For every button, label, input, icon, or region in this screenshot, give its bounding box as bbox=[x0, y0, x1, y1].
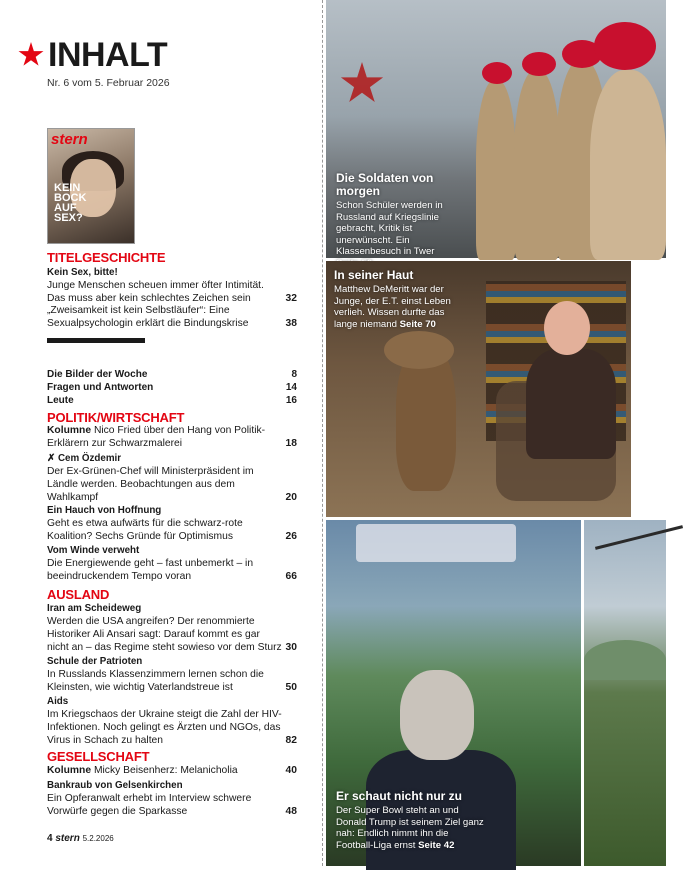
star-monument-icon bbox=[340, 62, 384, 106]
helicopter-blade bbox=[595, 525, 683, 550]
caption-text: Matthew DeMeritt war der Junge, der E.T. einst Leben verlieh. Wissen durfte das lange niemand bbox=[334, 284, 451, 330]
caption-page: Seite 42 bbox=[418, 839, 455, 851]
toc-entry-title: Cem Özdemir bbox=[57, 453, 122, 464]
toc-entry[interactable] bbox=[47, 655, 297, 694]
footer-page-number: 4 bbox=[47, 833, 53, 844]
caption-headline: Die Soldaten von morgen bbox=[336, 171, 434, 198]
magazine-cover[interactable] bbox=[47, 128, 135, 244]
cover-brand: stern bbox=[51, 131, 88, 148]
stern-star-icon bbox=[18, 42, 44, 68]
footer-brand: stern bbox=[55, 833, 80, 844]
toc-entry-page: 18 bbox=[285, 438, 297, 449]
toc-entry-page: 32 bbox=[285, 293, 297, 304]
caption-soldaten bbox=[336, 172, 454, 269]
toc-entry-title: Bankraub von Gelsenkirchen bbox=[47, 780, 183, 791]
footer-date: 5.2.2026 bbox=[82, 834, 114, 843]
section-politik: POLITIK/WIRTSCHAFT bbox=[47, 410, 185, 425]
toc-entry-text: In Russlands Klassenzimmern lernen schon die Kleinsten, wie wichtig Vaterlandstreue ist bbox=[47, 669, 264, 693]
caption-page: Seite 70 bbox=[399, 318, 436, 330]
toc-entry-text: Werden die USA angreifen? Der renommierte Historiker Ali Ansari sagt: Darauf kommt es gar nicht an – das Regime steht sowieso vor dem Sturz bbox=[47, 616, 282, 653]
caption-text: Schon Schüler werden in Russland auf Kriegslinie gebracht, Kritik ist unerwünscht. Ein Klassenbesuch in Twer bbox=[336, 200, 443, 257]
cross-icon: ✗ bbox=[47, 453, 58, 464]
soldier-figure bbox=[590, 70, 666, 260]
section-titelgeschichte: TITELGESCHICHTE bbox=[47, 250, 166, 265]
photo-landscape[interactable] bbox=[584, 520, 666, 866]
caption-superbowl bbox=[336, 790, 486, 851]
toc-regular-page: 16 bbox=[285, 395, 297, 406]
toc-entry[interactable] bbox=[47, 764, 297, 777]
toc-entry-page: 82 bbox=[285, 735, 297, 746]
toc-entry-title: Ein Hauch von Hoffnung bbox=[47, 505, 162, 516]
toc-entry[interactable] bbox=[47, 602, 297, 654]
page-title: INHALT bbox=[48, 36, 168, 74]
photo-et[interactable] bbox=[326, 261, 631, 517]
toc-entry[interactable] bbox=[47, 424, 297, 450]
beret bbox=[522, 52, 556, 76]
toc-entry-page: 38 bbox=[285, 318, 297, 329]
man-shirt bbox=[526, 349, 616, 459]
kolumne-label: Kolumne bbox=[47, 425, 92, 436]
toc-entry-page: 40 bbox=[285, 765, 297, 776]
caption-headline: In seiner Haut bbox=[334, 268, 414, 282]
section-ausland: AUSLAND bbox=[47, 587, 110, 602]
toc-entry-page: 26 bbox=[285, 531, 297, 542]
toc-entry[interactable] bbox=[47, 695, 297, 747]
toc-entry[interactable] bbox=[47, 452, 297, 504]
photo-soldaten[interactable] bbox=[326, 0, 666, 258]
toc-entry-text: Der Ex-Grünen-Chef will Ministerpräsident im Ländle werden. Beobachtungen aus dem Wahlkampf bbox=[47, 466, 254, 503]
toc-entry-text: Ein Opferanwalt erhebt im Interview schwere Vorwürfe gegen die Sparkasse bbox=[47, 793, 252, 817]
et-figure-head bbox=[384, 331, 454, 369]
toc-regular-title: Fragen und Antworten bbox=[47, 382, 154, 393]
toc-entry-page: 20 bbox=[285, 492, 297, 503]
toc-regular-title: Die Bilder der Woche bbox=[47, 369, 148, 380]
toc-regular-page: 8 bbox=[291, 369, 297, 380]
toc-entry-text: „Zweisamkeit ist kein Selbstläufer“: Eine Sexualpsychologin erklärt die Bindungskrise bbox=[47, 305, 249, 329]
contents-column bbox=[0, 0, 318, 866]
header-logo bbox=[18, 36, 168, 74]
section-divider bbox=[47, 338, 145, 343]
caption-text: Der Super Bowl steht an und Donald Trump ist seinem Ziel ganz nah: Endlich nimmt ihn die Football-Liga ernst bbox=[336, 805, 484, 851]
toc-entry-text: Nico Fried über den Hang von Politik-Erklärern zur Schwarzmalerei bbox=[47, 425, 266, 449]
toc-regular-title: Leute bbox=[47, 395, 74, 406]
toc-entry[interactable] bbox=[47, 544, 297, 583]
beret bbox=[482, 62, 512, 84]
soldier-figure bbox=[476, 80, 516, 260]
toc-entry-title: Iran am Scheideweg bbox=[47, 603, 142, 614]
toc-entry[interactable] bbox=[47, 779, 297, 818]
toc-entry-page: 50 bbox=[285, 682, 297, 693]
soldier-figure bbox=[514, 70, 560, 260]
toc-entry-text: Micky Beisenherz: Melanicholia bbox=[93, 765, 238, 776]
issue-line: Nr. 6 vom 5. Februar 2026 bbox=[47, 77, 170, 89]
toc-regular[interactable] bbox=[47, 381, 297, 394]
kolumne-label: Kolumne bbox=[47, 765, 92, 776]
head-figure bbox=[400, 670, 474, 760]
stadium-sign bbox=[356, 524, 516, 562]
toc-regular-page: 14 bbox=[285, 382, 297, 393]
toc-entry-text: Geht es etwa aufwärts für die schwarz-rote Koalition? Sechs Gründe für Optimismus bbox=[47, 518, 243, 542]
page-footer bbox=[47, 833, 114, 844]
caption-haut bbox=[334, 269, 462, 330]
toc-regular[interactable] bbox=[47, 394, 297, 407]
beret bbox=[594, 22, 656, 70]
photo-superbowl[interactable] bbox=[326, 520, 581, 866]
toc-entry-page: 48 bbox=[285, 806, 297, 817]
section-gesellschaft: GESELLSCHAFT bbox=[47, 749, 150, 764]
toc-entry-text: Die Energiewende geht – fast unbemerkt – in beeindruckendem Tempo voran bbox=[47, 558, 254, 582]
man-figure bbox=[526, 301, 616, 461]
toc-entry[interactable] bbox=[47, 266, 297, 305]
toc-entry-title: Aids bbox=[47, 696, 69, 707]
caption-headline: Er schaut nicht nur zu bbox=[336, 789, 463, 803]
toc-entry[interactable] bbox=[47, 304, 297, 330]
man-head bbox=[544, 301, 590, 355]
toc-entry-page: 66 bbox=[285, 571, 297, 582]
toc-entry[interactable] bbox=[47, 504, 297, 543]
toc-entry-text: Im Kriegschaos der Ukraine steigt die Zahl der HIV-Infektionen. Noch gelingt es Ärzten und NGOs, das Virus in Schach zu halten bbox=[47, 709, 282, 746]
toc-entry-title: Kein Sex, bitte! bbox=[47, 267, 118, 278]
toc-entry-page: 30 bbox=[285, 642, 297, 653]
toc-entry-title: Vom Winde verweht bbox=[47, 545, 140, 556]
hills bbox=[584, 640, 666, 680]
toc-entry-title: Schule der Patrioten bbox=[47, 656, 143, 667]
cover-headline: KEIN BOCK AUF SEX? bbox=[54, 182, 87, 224]
toc-entry-text: Junge Menschen scheuen immer öfter Intimität. Das muss aber kein schlechtes Zeichen sein bbox=[47, 280, 264, 304]
column-divider bbox=[322, 0, 323, 866]
toc-regular[interactable] bbox=[47, 368, 297, 381]
